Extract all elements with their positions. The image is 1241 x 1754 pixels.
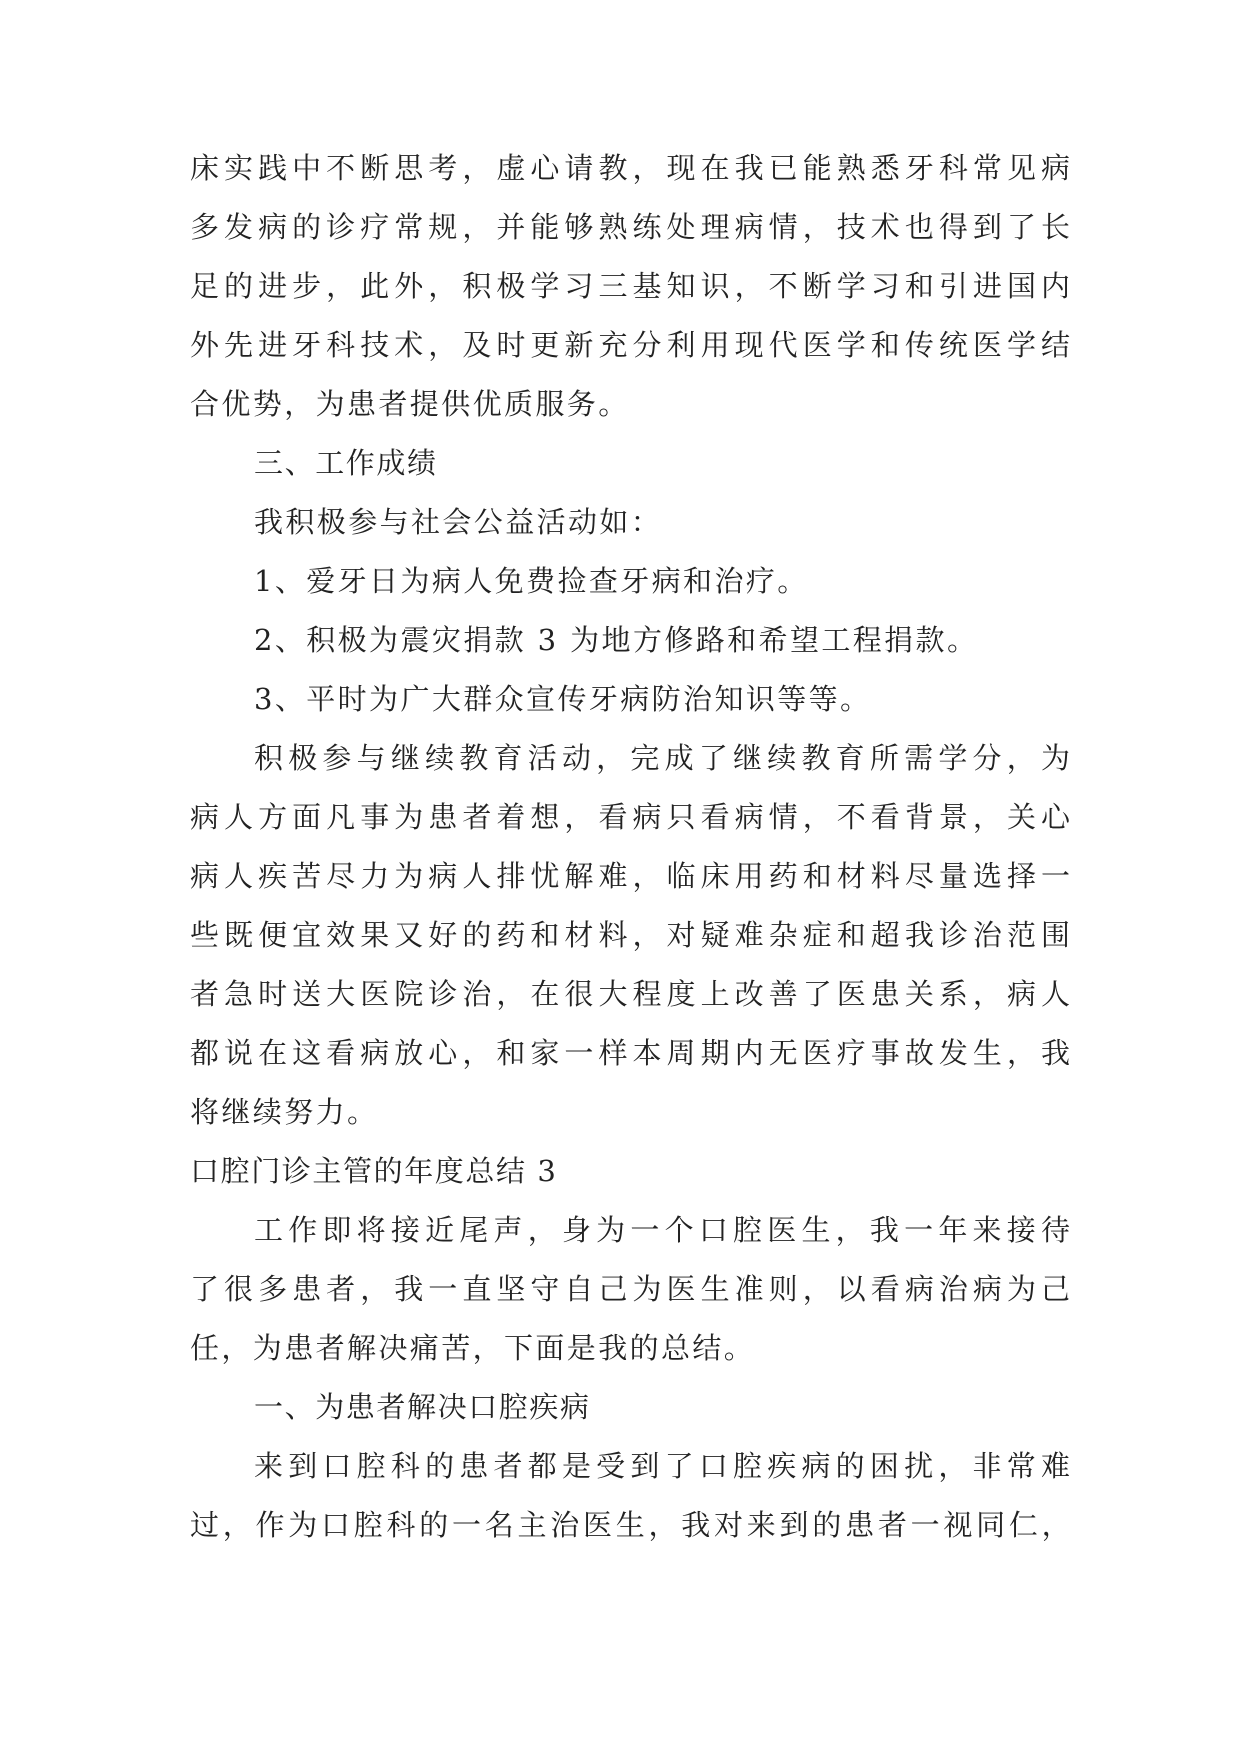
section-heading: 一、为患者解决口腔疾病 [254,1390,591,1424]
paragraph-line: 过，作为口腔科的一名主治医生，我对来到的患者一视同仁， [190,1508,1070,1542]
paragraph-line: 合优势，为患者提供优质服务。 [190,387,630,421]
paragraph-line: 病人方面凡事为患者着想，看病只看病情，不看背景，关心 [190,800,1070,834]
paragraph-line: 足的进步，此外，积极学习三基知识，不断学习和引进国内 [190,269,1070,303]
paragraph-line: 任，为患者解决痛苦，下面是我的总结。 [190,1331,756,1365]
list-item: 1、爱牙日为病人免费捡查牙病和治疗。 [254,564,809,598]
document-title: 口腔门诊主管的年度总结 3 [190,1154,558,1188]
paragraph-line: 工作即将接近尾声，身为一个口腔医生，我一年来接待 [254,1213,1070,1247]
paragraph-line: 了很多患者，我一直坚守自己为医生准则，以看病治病为己 [190,1272,1070,1306]
section-heading: 三、工作成绩 [254,446,438,480]
paragraph-line: 外先进牙科技术，及时更新充分利用现代医学和传统医学结 [190,328,1070,362]
paragraph-line: 多发病的诊疗常规，并能够熟练处理病情，技术也得到了长 [190,210,1070,244]
paragraph-line: 床实践中不断思考，虚心请教，现在我已能熟悉牙科常见病 [190,151,1070,185]
paragraph-line: 病人疾苦尽力为病人排忧解难，临床用药和材料尽量选择一 [190,859,1070,893]
paragraph-line: 者急时送大医院诊治，在很大程度上改善了医患关系，病人 [190,977,1070,1011]
paragraph-line: 些既便宜效果又好的药和材料，对疑难杂症和超我诊治范围 [190,918,1070,952]
paragraph-line: 积极参与继续教育活动，完成了继续教育所需学分，为 [254,741,1070,775]
list-item: 3、平时为广大群众宣传牙病防治知识等等。 [254,682,872,716]
paragraph-line: 都说在这看病放心，和家一样本周期内无医疗事故发生，我 [190,1036,1070,1070]
list-item: 2、积极为震灾捐款 3 为地方修路和希望工程捐款。 [254,623,979,657]
paragraph-line: 来到口腔科的患者都是受到了口腔疾病的困扰，非常难 [254,1449,1070,1483]
paragraph-line: 将继续努力。 [190,1095,379,1129]
paragraph-line: 我积极参与社会公益活动如： [254,505,663,539]
